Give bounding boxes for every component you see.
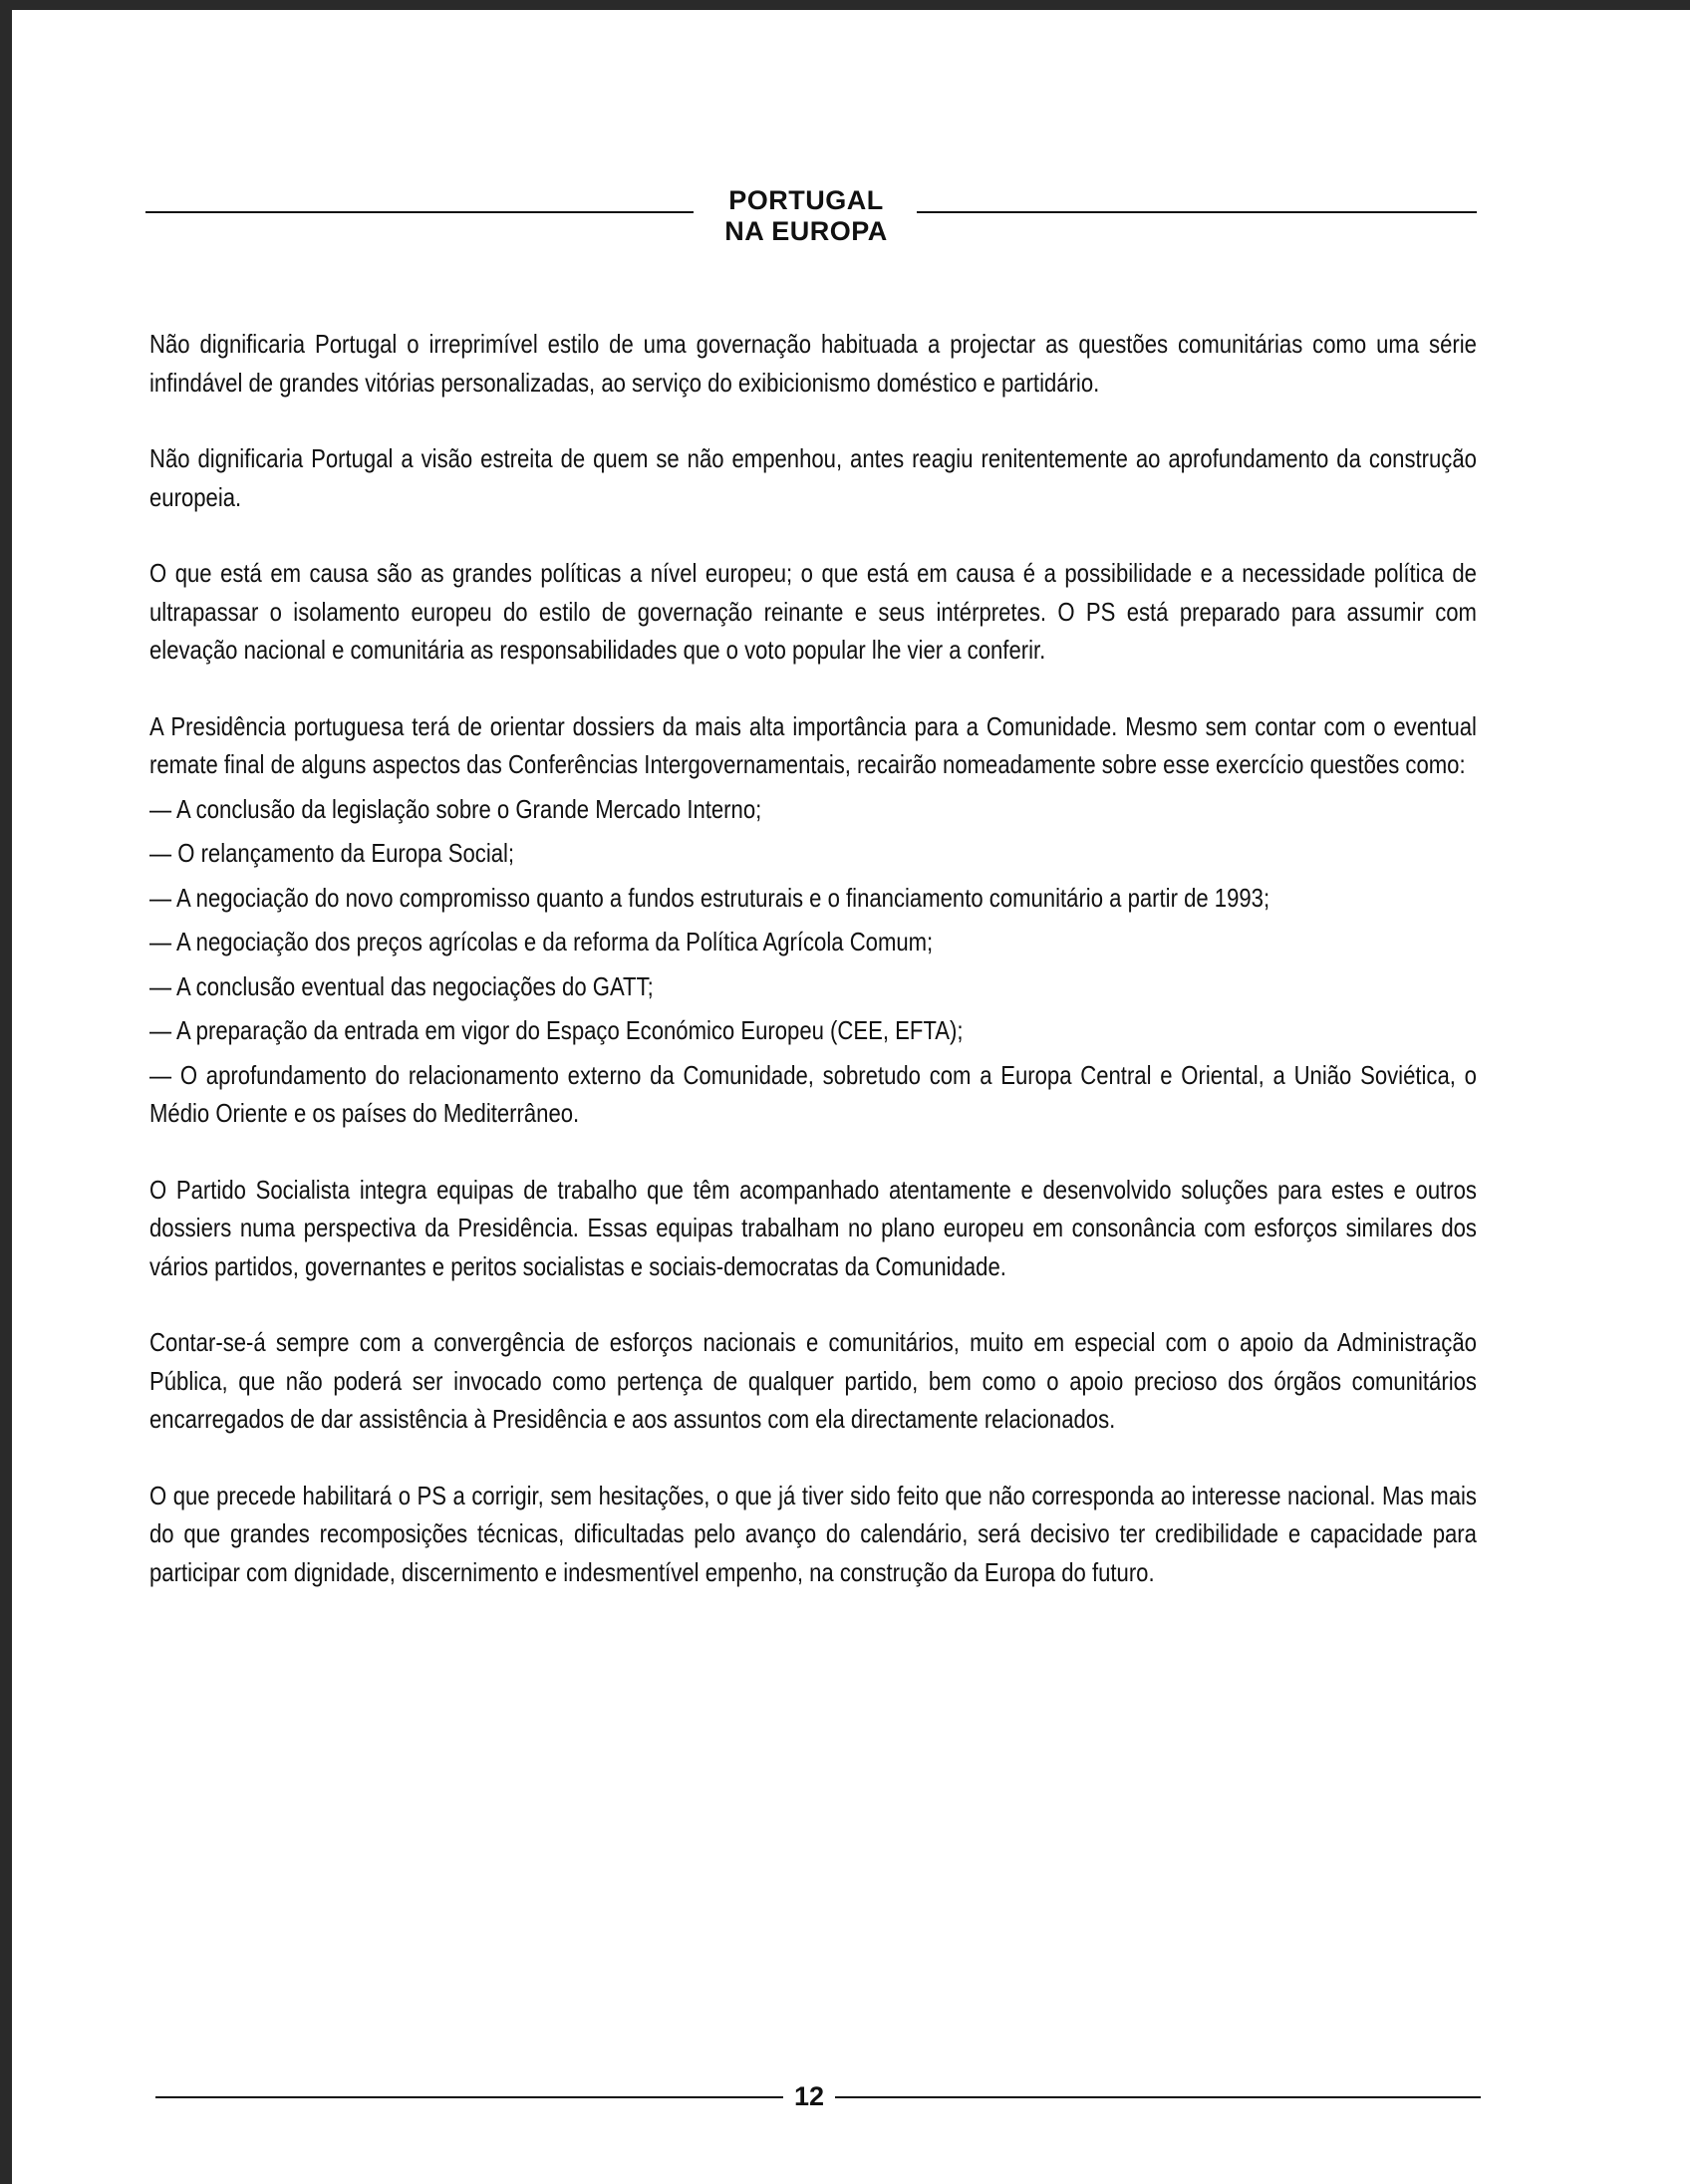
list-item: — A conclusão da legislação sobre o Grande Mercado Interno; — [149, 793, 762, 824]
header-rule-right — [917, 211, 1477, 213]
paragraph-1: Não dignificaria Portugal o irreprimível estilo de uma governação habituada a projectar as questões comunitárias como uma série infindável de grandes vitórias personalizadas, ao serviço do exibicionismo doméstico e partidário. — [149, 329, 1477, 398]
scan-border-left — [0, 0, 12, 2184]
body-text — [149, 325, 1477, 1591]
header-rule-left — [145, 211, 694, 213]
paragraph-3: O que está em causa são as grandes políticas a nível europeu; o que está em causa é a possibilidade e a necessidade política de ultrapassar o isolamento europeu do estilo de governação reinante e seus intérpretes. O PS está preparado para assumir com elevação nacional e comunitária as responsabilidades que o voto popular lhe vier a conferir. — [149, 558, 1477, 665]
footer-rule-right — [835, 2096, 1481, 2098]
page-number: 12 — [793, 2081, 825, 2111]
paragraph-5: O Partido Socialista integra equipas de trabalho que têm acompanhado atentamente e desenvolvido soluções para estes e outros dossiers numa perspectiva da Presidência. Essas equipas trabalham no plano europeu em consonância com esforços similares dos vários partidos, governantes e peritos socialistas e sociais-democratas da Comunidade. — [149, 1174, 1477, 1281]
paragraph-2: Não dignificaria Portugal a visão estreita de quem se não empenhou, antes reagiu renitentemente ao aprofundamento da construção europeia. — [149, 443, 1477, 512]
list-item: — A conclusão eventual das negociações do GATT; — [149, 970, 654, 1001]
page-title — [704, 185, 909, 247]
paragraph-4: A Presidência portuguesa terá de orientar dossiers da mais alta importância para a Comunidade. Mesmo sem contar com o eventual remate final de alguns aspectos das Conferências Intergovernamentais, recairão nomeadamente sobre esse exercício questões como: — [149, 710, 1477, 779]
paragraph-7: O que precede habilitará o PS a corrigir, sem hesitações, o que já tiver sido feito que não corresponda ao interesse nacional. Mas mais do que grandes recomposições técnicas, dificultadas pelo avanço do calendário, será decisivo ter credibilidade e capacidade para participar com dignidade, discernimento e indesmentível empenho, na construção da Europa do futuro. — [149, 1480, 1477, 1587]
page-header — [145, 185, 1477, 249]
page-footer — [155, 2076, 1481, 2116]
list-item: — O aprofundamento do relacionamento externo da Comunidade, sobretudo com a Europa Central e Oriental, a União Soviética, o Médio Oriente e os países do Mediterrâneo. — [149, 1059, 1477, 1128]
title-line-1: PORTUGAL — [728, 185, 884, 215]
list-item: — A negociação do novo compromisso quanto a fundos estruturais e o financiamento comunitário a partir de 1993; — [149, 882, 1270, 913]
footer-rule-left — [155, 2096, 783, 2098]
title-line-2: NA EUROPA — [724, 216, 888, 246]
list-item: — O relançamento da Europa Social; — [149, 838, 515, 868]
paragraph-6: Contar-se-á sempre com a convergência de esforços nacionais e comunitários, muito em especial com o apoio da Administração Pública, que não poderá ser invocado como pertença de qualquer partido, bem como o apoio precioso dos órgãos comunitários encarregados de dar assistência à Presidência e aos assuntos com ela directamente relacionados. — [149, 1327, 1477, 1434]
scan-border-top — [0, 0, 1690, 10]
list-item: — A preparação da entrada em vigor do Espaço Económico Europeu (CEE, EFTA); — [149, 1015, 964, 1045]
list-item: — A negociação dos preços agrícolas e da reforma da Política Agrícola Comum; — [149, 927, 934, 956]
